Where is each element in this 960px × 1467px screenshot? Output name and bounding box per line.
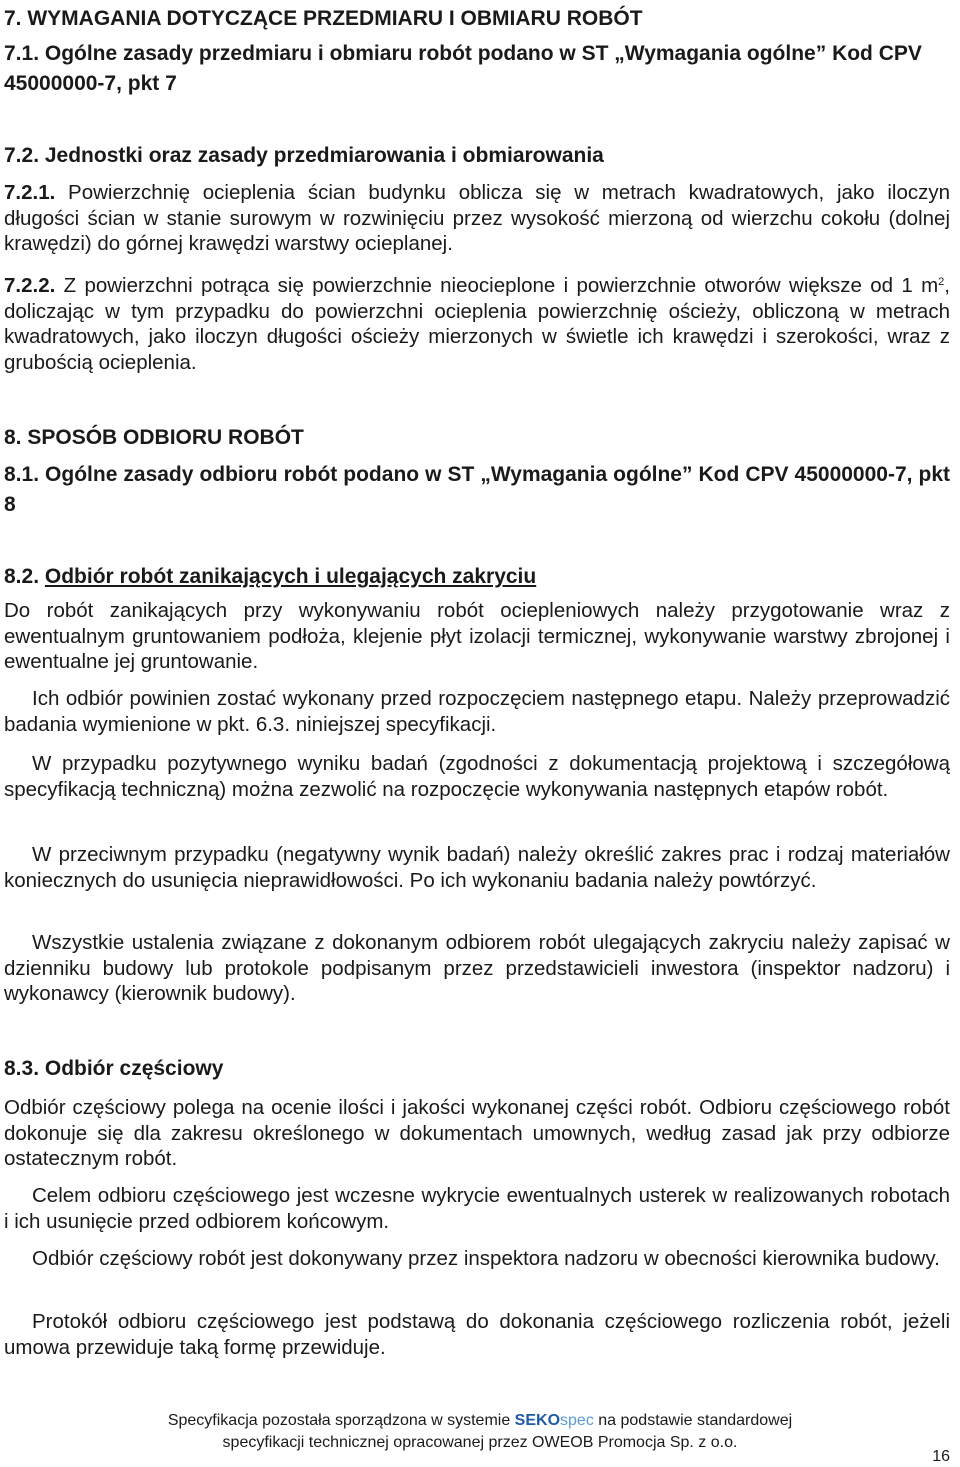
footer-line-1 (0, 1410, 960, 1432)
section-8-2-paragraph-2: Ich odbiór powinien zostać wykonany przed rozpoczęciem następnego etapu. Należy przeprowadzić badania wymienione w pkt. 6.3. niniejszej specyfikacji. (4, 687, 950, 736)
superscript-2: 2 (938, 276, 945, 288)
section-8-3-paragraph-4: Protokół odbioru częściowego jest podstawą do dokonania częściowego rozliczenia robót, jeżeli umowa przewiduje taką formę przewiduje. (4, 1310, 950, 1359)
section-7-2-2-text-b: , doliczając w tym przypadku do powierzchni ocieplenia powierzchnię ościeży, obliczoną w metrach kwadratowych, jako iloczyn długości ościeży mierzonych w świetle ich krawędzi i szerokości, wraz z grubością ocieplenia. (4, 274, 950, 374)
section-8-2-paragraph-3: W przypadku pozytywnego wyniku badań (zgodności z dokumentacją projektową i szczegółową specyfikacją techniczną) można zezwolić na rozpoczęcie wykonywania następnych etapów robót. (4, 752, 950, 801)
section-8-3-paragraph-3: Odbiór częściowy robót jest dokonywany przez inspektora nadzoru w obecności kierownika budowy. (32, 1247, 940, 1270)
footer-line-2: specyfikacji technicznej opracowanej przez OWEOB Promocja Sp. z o.o. (222, 1434, 738, 1451)
section-8-2-number: 8.2. (4, 565, 45, 588)
page-footer (0, 1410, 960, 1454)
section-8-2-heading (4, 562, 536, 592)
section-7-2-2-text-a: Z powierzchni potrąca się powierzchnie nieocieplone i powierzchnie otworów większe od 1 m (55, 274, 939, 297)
section-8-heading: 8. SPOSÓB ODBIORU ROBÓT (4, 426, 304, 449)
section-8-3-paragraph-1: Odbiór częściowy polega na ocenie ilości i jakości wykonanej części robót. Odbioru częściowego robót dokonuje się dla zakresu określonego w dokumentach umownych, według zasad jak przy odbiorze ostatecznym robót. (4, 1096, 950, 1170)
section-7-2-1-paragraph (4, 180, 950, 257)
page-number: 16 (932, 1448, 950, 1465)
section-8-2-paragraph-1: Do robót zanikających przy wykonywaniu robót ociepleniowych należy przygotowanie wraz z ewentualnym gruntowaniem podłoża, klejenie płyt izolacji termicznej, wykonywanie warstwy zbrojonej i ewentualne jej gruntowanie. (4, 599, 950, 673)
section-7-2-2-number: 7.2.2. (4, 274, 56, 297)
logo-text-spec: spec (560, 1412, 594, 1429)
section-8-2-paragraph-5: Wszystkie ustalenia związane z dokonanym odbiorem robót ulegających zakryciu należy zapisać w dzienniku budowy lub protokole podpisanym przez przedstawicieli inwestora (inspektor nadzoru) i wykonawcy (kierownik budowy). (4, 931, 950, 1005)
section-7-2-2-paragraph (4, 273, 950, 375)
sekospec-logo (515, 1412, 594, 1429)
footer-text-b: na podstawie standardowej (593, 1412, 793, 1429)
section-7-heading: 7. WYMAGANIA DOTYCZĄCE PRZEDMIARU I OBMIARU ROBÓT (4, 7, 643, 30)
logo-text-seko: SEKO (514, 1412, 561, 1429)
footer-text-a: Specyfikacja pozostała sporządzona w systemie (167, 1412, 515, 1429)
section-8-2-title: Odbiór robót zanikających i ulegających zakryciu (44, 565, 537, 588)
section-8-2-paragraph-4: W przeciwnym przypadku (negatywny wynik badań) należy określić zakres prac i rodzaj materiałów koniecznych do usunięcia nieprawidłowości. Po ich wykonaniu badania należy powtórzyć. (4, 843, 950, 892)
section-7-2-1-text: Powierzchnię ocieplenia ścian budynku oblicza się w metrach kwadratowych, jako iloczyn długości ścian w stanie surowym w rozwinięciu przez wysokość mierzoną od wierzchu cokołu (dolnej krawędzi) do górnej krawędzi warstwy ocieplanej. (4, 181, 950, 255)
section-7-2-heading: 7.2. Jednostki oraz zasady przedmiarowania i obmiarowania (4, 144, 604, 167)
section-7-2-1-number: 7.2.1. (4, 181, 56, 204)
section-8-3-heading: 8.3. Odbiór częściowy (4, 1057, 224, 1080)
section-8-3-paragraph-2: Celem odbioru częściowego jest wczesne wykrycie ewentualnych usterek w realizowanych robotach i ich usunięcie przed odbiorem końcowym. (4, 1184, 950, 1233)
section-8-1-heading: 8.1. Ogólne zasady odbioru robót podano w ST „Wymagania ogólne” Kod CPV 45000000-7, pkt 8 (4, 463, 950, 516)
section-7-1-heading: 7.1. Ogólne zasady przedmiaru i obmiaru robót podano w ST „Wymagania ogólne” Kod CPV 45000000-7, pkt 7 (4, 42, 922, 95)
